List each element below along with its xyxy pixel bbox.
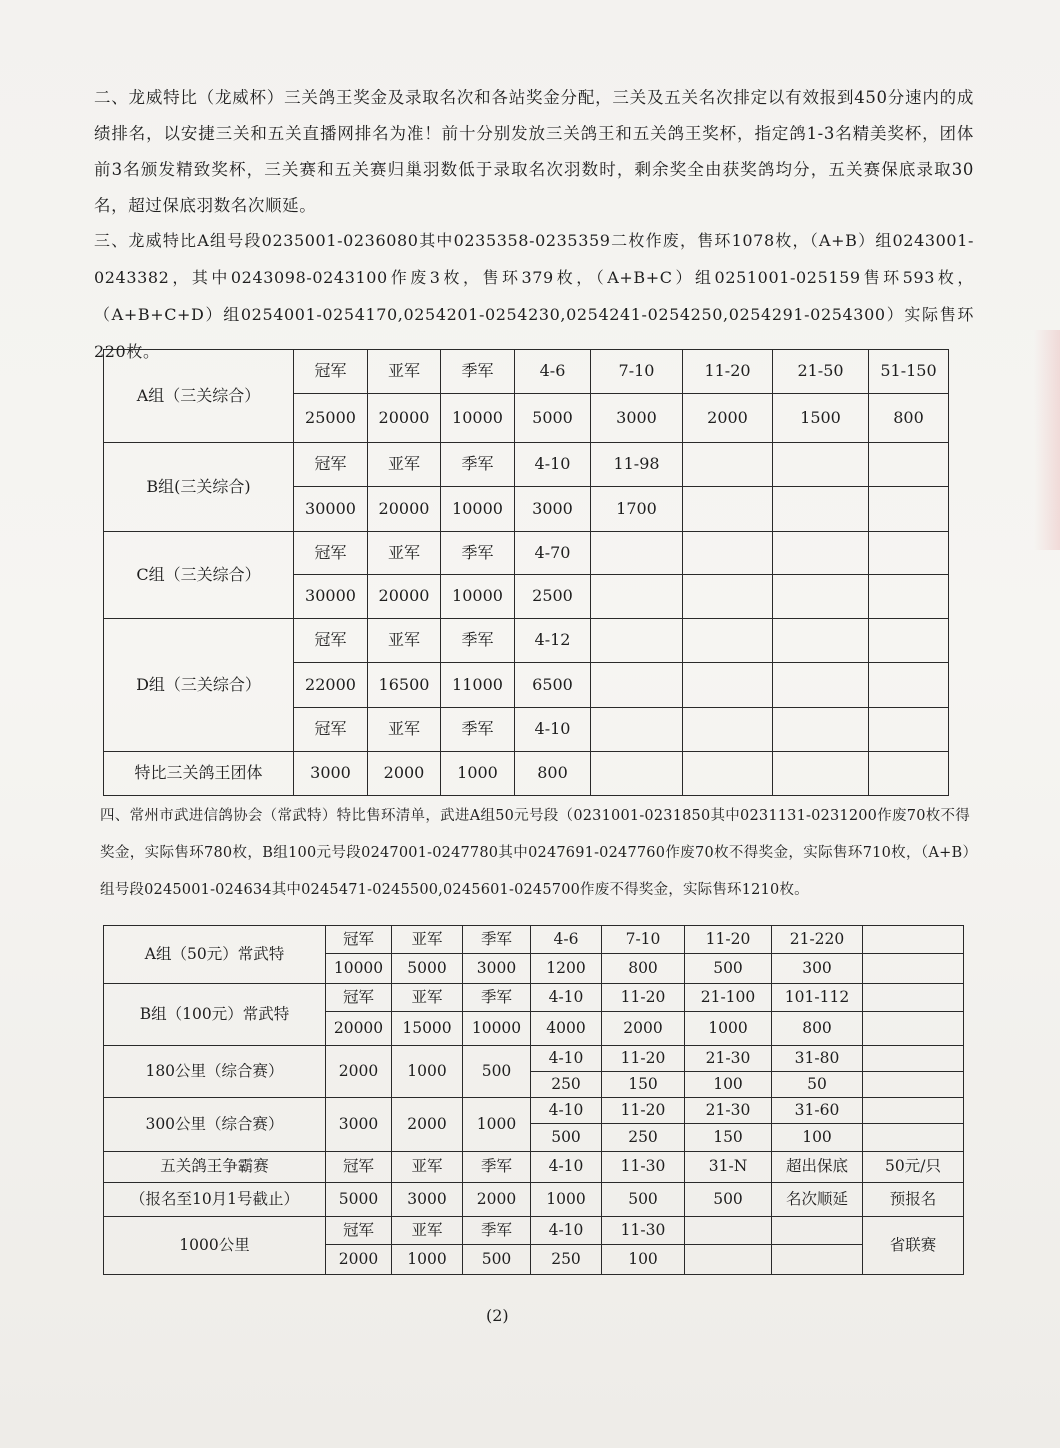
empty-cell: [863, 926, 964, 954]
cell: 11-20: [685, 926, 772, 954]
cell: 2000: [463, 1183, 531, 1217]
empty-cell: [683, 443, 773, 487]
cell: 3000: [463, 954, 531, 984]
cell: 4000: [531, 1012, 602, 1046]
longwei-prize-table: [103, 349, 949, 796]
cell: 1500: [773, 394, 869, 443]
cw-1000km-label: 1000公里: [104, 1217, 326, 1275]
cell: 1000: [685, 1012, 772, 1046]
cell: 亚军: [368, 619, 441, 663]
cw-180km-label: 180公里（综合赛）: [104, 1046, 326, 1098]
cell: 10000: [463, 1012, 531, 1046]
empty-cell: [863, 954, 964, 984]
empty-cell: [869, 619, 949, 663]
empty-cell: [869, 443, 949, 487]
empty-cell: [773, 708, 869, 752]
cell: 5000: [515, 394, 591, 443]
cell: 21-30: [685, 1098, 772, 1124]
cell: 2500: [515, 575, 591, 619]
cell: 31-60: [772, 1098, 863, 1124]
cell: 3000: [591, 394, 683, 443]
cell: 4-10: [531, 1152, 602, 1183]
empty-cell: [772, 1245, 863, 1275]
cell: 季军: [463, 1217, 531, 1245]
empty-cell: [773, 532, 869, 575]
empty-cell: [683, 663, 773, 708]
cell: 11-20: [602, 1098, 685, 1124]
cell: 100: [685, 1072, 772, 1098]
cell: 250: [602, 1124, 685, 1152]
empty-cell: [863, 1072, 964, 1098]
cell: 亚军: [368, 532, 441, 575]
cell: 150: [685, 1124, 772, 1152]
provincial-note: 省联赛: [863, 1217, 964, 1275]
cw-300km-label: 300公里（综合赛）: [104, 1098, 326, 1152]
empty-cell: [683, 575, 773, 619]
cell: 季军: [463, 926, 531, 954]
cell: 2000: [326, 1046, 392, 1098]
cell: 季军: [441, 619, 515, 663]
cell: 4-10: [531, 1098, 602, 1124]
empty-cell: [591, 663, 683, 708]
cell: 2000: [683, 394, 773, 443]
empty-cell: [773, 752, 869, 796]
empty-cell: [863, 984, 964, 1012]
cell: 1000: [463, 1098, 531, 1152]
cell: 20000: [368, 394, 441, 443]
group-c-label: C组（三关综合）: [104, 532, 294, 619]
cell: 4-10: [515, 708, 591, 752]
cell: 冠军: [294, 619, 368, 663]
cell: 亚军: [368, 350, 441, 394]
empty-cell: [863, 1046, 964, 1072]
cell: 1000: [531, 1183, 602, 1217]
cell: 11-30: [602, 1217, 685, 1245]
empty-cell: [773, 487, 869, 532]
cell: 250: [531, 1245, 602, 1275]
section-2-paragraph: 二、龙威特比（龙威杯）三关鸽王奖金及录取名次和各站奖金分配，三关及五关名次排定以有效报到450分速内的成绩排名，以安捷三关和五关直播网排名为准！前十分别发放三关鸽王和五关鸽王奖杯，指定鸽1-3名精美奖杯，团体前3名颁发精致奖杯，三关赛和五关赛归巢羽数低于录取名次羽数时，剩余奖全由获奖鸽均分，五关赛保底录取30名，超过保底羽数名次顺延。: [94, 88, 974, 215]
cell: 10000: [326, 954, 392, 984]
cell: 7-10: [591, 350, 683, 394]
cell: 冠军: [294, 443, 368, 487]
cell: 1200: [531, 954, 602, 984]
empty-cell: [683, 619, 773, 663]
cell: 500: [531, 1124, 602, 1152]
cell: 6500: [515, 663, 591, 708]
empty-cell: [869, 532, 949, 575]
empty-cell: [773, 575, 869, 619]
cell: 预报名: [863, 1183, 964, 1217]
cell: 500: [463, 1046, 531, 1098]
empty-cell: [591, 575, 683, 619]
cell: 15000: [392, 1012, 463, 1046]
empty-cell: [683, 487, 773, 532]
cell: 3000: [515, 487, 591, 532]
cell: 亚军: [392, 1217, 463, 1245]
cell: 冠军: [294, 708, 368, 752]
empty-cell: [863, 1098, 964, 1124]
section-4-paragraph: 四、常州市武进信鸽协会（常武特）特比售环清单，武进A组50元号段（0231001-0231850其中0231131-0231200作废70枚不得奖金，实际售环780枚，B组100元号段0247001-0247780其中0247691-0247760作废70枚不得奖金，实际售环710枚，（A+B）组号段0245001-024634其中0245471-0245500,0245601-0245700作废不得奖金，实际售环1210枚。: [100, 808, 970, 898]
cell: 季军: [463, 984, 531, 1012]
cell: 3000: [326, 1098, 392, 1152]
cell: 季军: [463, 1152, 531, 1183]
cell: 季军: [441, 708, 515, 752]
cell: 800: [602, 954, 685, 984]
cell: 800: [515, 752, 591, 796]
cell: 3000: [294, 752, 368, 796]
cell: 11-30: [602, 1152, 685, 1183]
cell: 1700: [591, 487, 683, 532]
cell: 2000: [326, 1245, 392, 1275]
cell: 3000: [392, 1183, 463, 1217]
cell: 冠军: [294, 350, 368, 394]
empty-cell: [772, 1217, 863, 1245]
cell: 300: [772, 954, 863, 984]
cell: 2000: [602, 1012, 685, 1046]
page-number: (2): [486, 1306, 509, 1325]
cell: 名次顺延: [772, 1183, 863, 1217]
cw-b-label: B组（100元）常武特: [104, 984, 326, 1046]
cell: 4-10: [531, 1046, 602, 1072]
changwute-prize-table: [103, 925, 964, 1275]
cell: 30000: [294, 575, 368, 619]
cell: 亚军: [368, 443, 441, 487]
empty-cell: [685, 1217, 772, 1245]
cell: 20000: [368, 575, 441, 619]
empty-cell: [773, 443, 869, 487]
cell: 11-20: [602, 984, 685, 1012]
empty-cell: [683, 532, 773, 575]
cell: 11-98: [591, 443, 683, 487]
cell: 冠军: [294, 532, 368, 575]
empty-cell: [591, 708, 683, 752]
cell: 10000: [441, 487, 515, 532]
empty-cell: [773, 619, 869, 663]
cell: 5000: [326, 1183, 392, 1217]
cell: 21-50: [773, 350, 869, 394]
cell: 31-80: [772, 1046, 863, 1072]
cw-five-deadline: （报名至10月1号截止）: [104, 1183, 326, 1217]
empty-cell: [869, 752, 949, 796]
empty-cell: [591, 532, 683, 575]
cell: 7-10: [602, 926, 685, 954]
cell: 800: [869, 394, 949, 443]
cell: 冠军: [326, 1152, 392, 1183]
cell: 20000: [368, 487, 441, 532]
cell: 1000: [392, 1046, 463, 1098]
cell: 500: [602, 1183, 685, 1217]
cell: 10000: [441, 575, 515, 619]
cell: 30000: [294, 487, 368, 532]
cell: 亚军: [392, 984, 463, 1012]
cell: 10000: [441, 394, 515, 443]
cell: 150: [602, 1072, 685, 1098]
group-a-label: A组（三关综合）: [104, 350, 294, 443]
cell: 500: [463, 1245, 531, 1275]
cell: 51-150: [869, 350, 949, 394]
cell: 冠军: [326, 1217, 392, 1245]
cell: 亚军: [392, 926, 463, 954]
empty-cell: [773, 663, 869, 708]
edge-stain: [1034, 330, 1060, 550]
empty-cell: [869, 663, 949, 708]
cw-five-label: 五关鸽王争霸赛: [104, 1152, 326, 1183]
cell: 50: [772, 1072, 863, 1098]
cell: 季军: [441, 443, 515, 487]
cell: 1000: [392, 1245, 463, 1275]
cell: 16500: [368, 663, 441, 708]
empty-cell: [863, 1124, 964, 1152]
cell: 500: [685, 1183, 772, 1217]
group-d-label: D组（三关综合）: [104, 619, 294, 752]
cell: 2000: [368, 752, 441, 796]
cell: 20000: [326, 1012, 392, 1046]
cell: 31-N: [685, 1152, 772, 1183]
section-3-paragraph: 三、龙威特比A组号段0235001-0236080其中0235358-0235359二枚作废，售环1078枚，（A+B）组0243001-0243382，其中0243098-0243100作废3枚，售环379枚，（A+B+C）组0251001-025159售环593枚，（A+B+C+D）组0254001-0254170,0254201-0254230,0254241-0254250,0254291-0254300）实际售环220枚。: [94, 231, 974, 361]
cell: 50元/只: [863, 1152, 964, 1183]
cell: 100: [602, 1245, 685, 1275]
cell: 亚军: [392, 1152, 463, 1183]
cell: 季军: [441, 532, 515, 575]
cell: 2000: [392, 1098, 463, 1152]
cell: 25000: [294, 394, 368, 443]
cell: 11-20: [602, 1046, 685, 1072]
cell: 500: [685, 954, 772, 984]
cell: 5000: [392, 954, 463, 984]
empty-cell: [863, 1012, 964, 1046]
cell: 800: [772, 1012, 863, 1046]
cell: 冠军: [326, 984, 392, 1012]
cell: 101-112: [772, 984, 863, 1012]
cell: 100: [772, 1124, 863, 1152]
empty-cell: [591, 619, 683, 663]
cell: 4-6: [515, 350, 591, 394]
empty-cell: [683, 708, 773, 752]
empty-cell: [591, 752, 683, 796]
empty-cell: [869, 487, 949, 532]
cell: 1000: [441, 752, 515, 796]
cell: 4-70: [515, 532, 591, 575]
cw-a-label: A组（50元）常武特: [104, 926, 326, 984]
team-label: 特比三关鸽王团体: [104, 752, 294, 796]
empty-cell: [869, 575, 949, 619]
cell: 冠军: [326, 926, 392, 954]
cell: 21-100: [685, 984, 772, 1012]
cell: 11000: [441, 663, 515, 708]
cell: 22000: [294, 663, 368, 708]
empty-cell: [683, 752, 773, 796]
empty-cell: [685, 1245, 772, 1275]
cell: 季军: [441, 350, 515, 394]
cell: 4-10: [531, 1217, 602, 1245]
cell: 11-20: [683, 350, 773, 394]
cell: 4-6: [531, 926, 602, 954]
cell: 4-10: [515, 443, 591, 487]
cell: 21-30: [685, 1046, 772, 1072]
cell: 250: [531, 1072, 602, 1098]
cell: 超出保底: [772, 1152, 863, 1183]
empty-cell: [869, 708, 949, 752]
cell: 21-220: [772, 926, 863, 954]
cell: 亚军: [368, 708, 441, 752]
cell: 4-12: [515, 619, 591, 663]
cell: 4-10: [531, 984, 602, 1012]
group-b-label: B组(三关综合): [104, 443, 294, 532]
